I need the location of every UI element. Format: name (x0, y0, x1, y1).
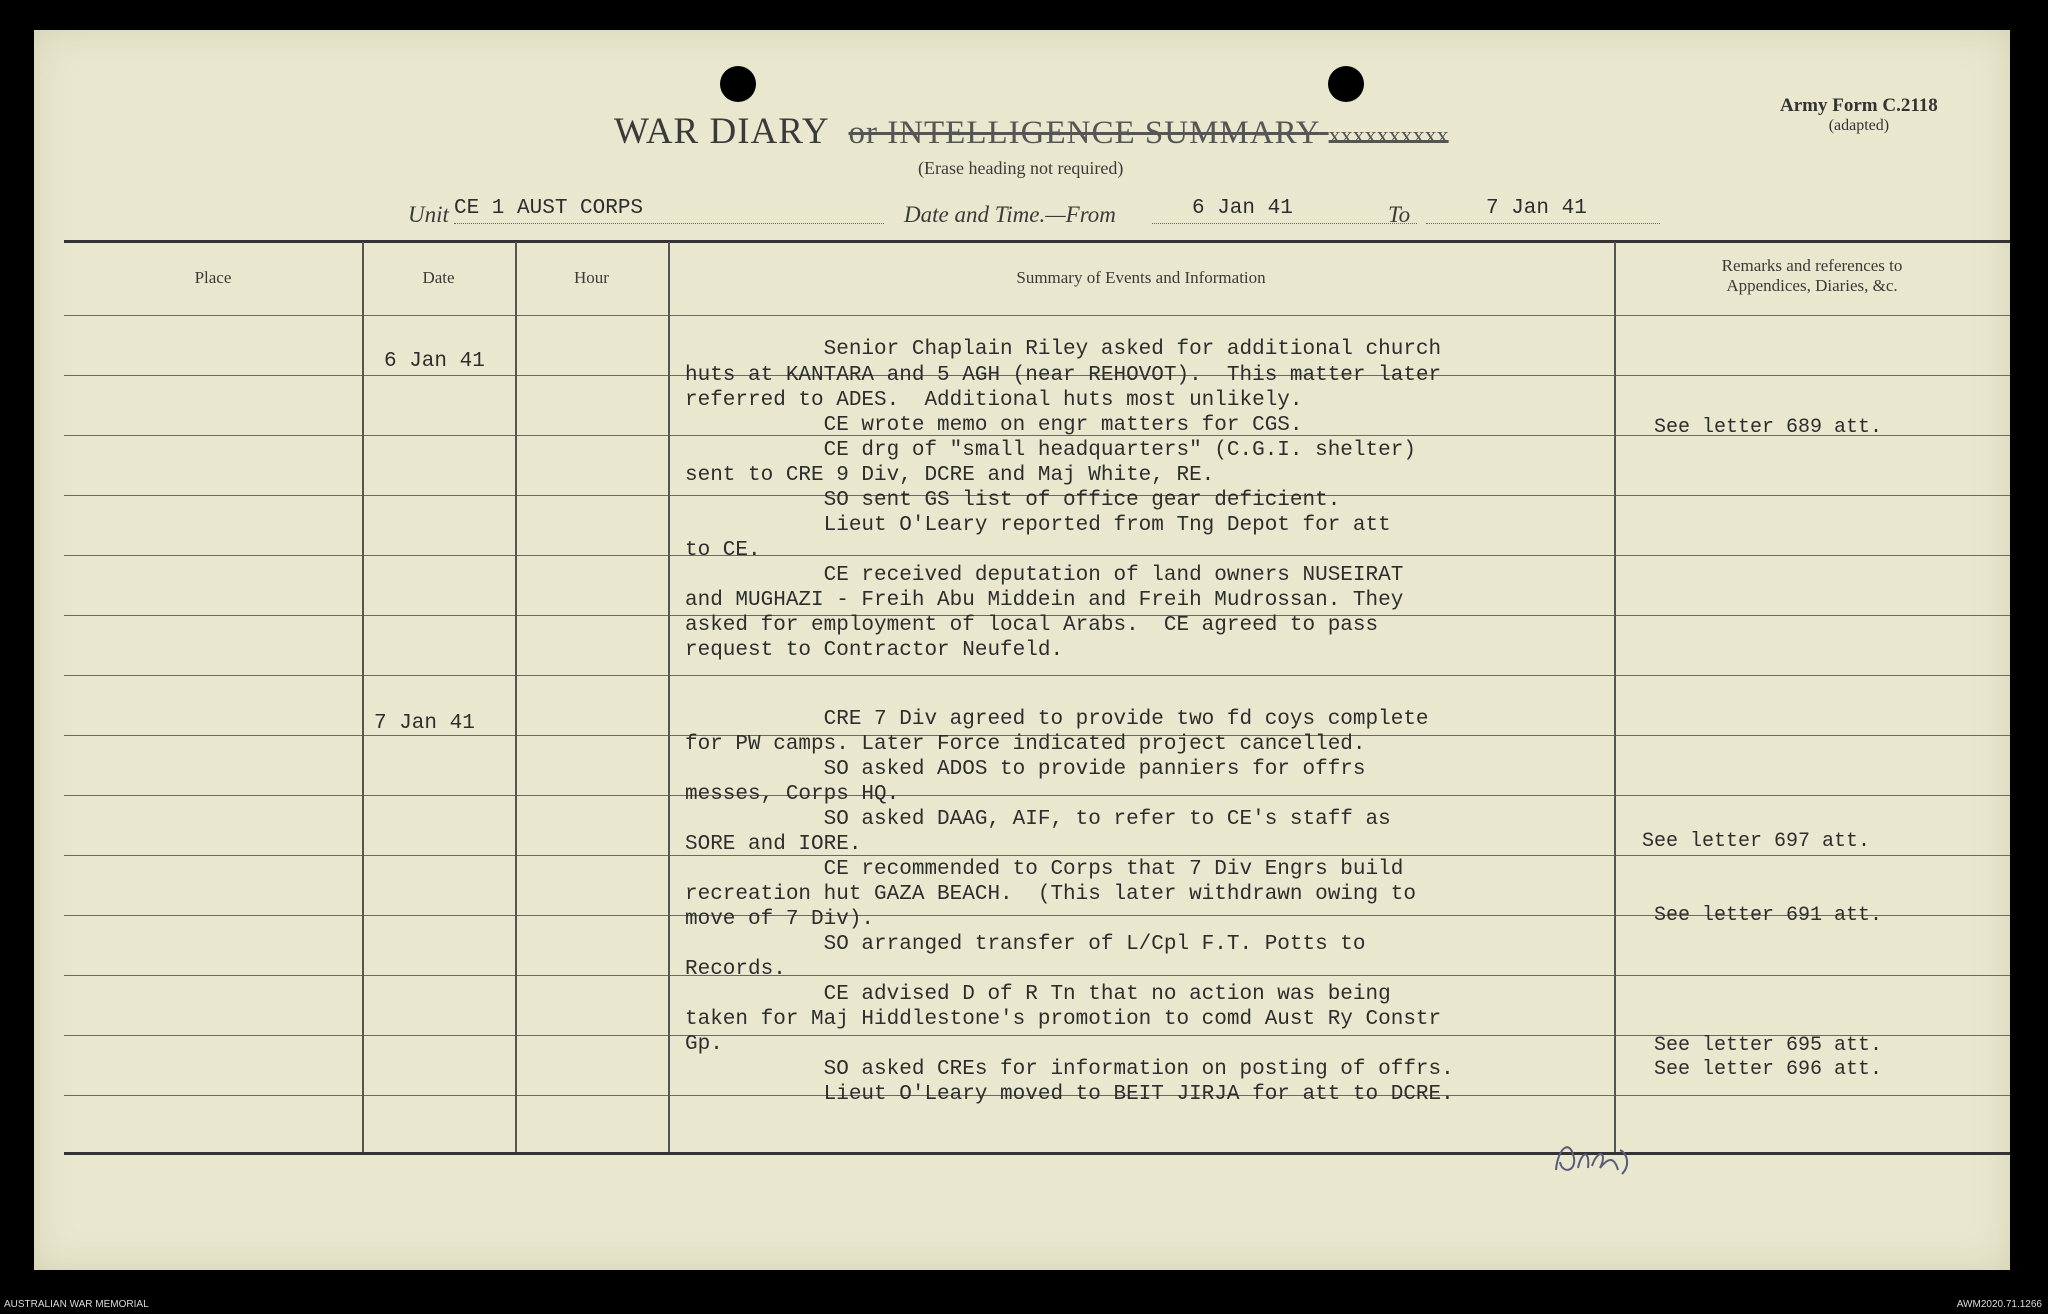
summary-line: Lieut O'Leary reported from Tng Depot for att (685, 514, 1391, 537)
footer-accession-number: AWM2020.71.1266 (1956, 1299, 2042, 1310)
rule-line (64, 855, 2010, 856)
summary-line: CE advised D of R Tn that no action was being (685, 983, 1391, 1006)
col-head-remarks-line1: Remarks and references to (1721, 256, 1903, 275)
summary-line: Gp. (685, 1033, 723, 1056)
rule-line (64, 675, 2010, 676)
summary-line: to CE. (685, 539, 761, 562)
from-value: 6 Jan 41 (1152, 197, 1417, 224)
army-form-number: Army Form C.2118 (1780, 95, 1938, 116)
handwritten-initials-icon (1548, 1128, 1638, 1178)
remark-reference: See letter 689 att. (1654, 416, 1883, 439)
entry-date: 6 Jan 41 (384, 350, 485, 373)
title-main: WAR DIARY (614, 111, 829, 152)
col-divider-place (362, 242, 364, 1152)
summary-line: CRE 7 Div agreed to provide two fd coys complete (685, 708, 1429, 731)
summary-line: SO asked CREs for information on posting of offrs. (685, 1058, 1454, 1081)
title-struck (848, 115, 1448, 151)
table-top-border (64, 240, 2010, 243)
army-form-label (1780, 96, 1938, 136)
summary-line: move of 7 Div). (685, 908, 875, 931)
summary-line: SO asked DAAG, AIF, to refer to CE's staff as (685, 808, 1391, 831)
punch-hole-left (720, 66, 756, 102)
erase-note: (Erase heading not required) (918, 158, 1124, 178)
remark-reference: See letter 696 att. (1654, 1058, 1883, 1081)
summary-line: huts at KANTARA and 5 AGH (near REHOVOT). This matter later (685, 364, 1442, 387)
rule-line (64, 975, 2010, 976)
entry-date: 7 Jan 41 (374, 712, 475, 735)
summary-line: SO sent GS list of office gear deficient. (685, 489, 1341, 512)
col-head-summary: Summary of Events and Information (1016, 268, 1266, 287)
col-divider-date (515, 242, 517, 1152)
title-struck-xs: xxxxxxxxxx (1328, 123, 1449, 149)
summary-line: asked for employment of local Arabs. CE agreed to pass (685, 614, 1379, 637)
summary-line: recreation hut GAZA BEACH. (This later withdrawn owing to (685, 883, 1416, 906)
summary-line: referred to ADES. Additional huts most unlikely. (685, 389, 1303, 412)
summary-line: SO arranged transfer of L/Cpl F.T. Potts to (685, 933, 1366, 956)
summary-line: Records. (685, 958, 786, 981)
summary-line: for PW camps. Later Force indicated project cancelled. (685, 733, 1366, 756)
col-head-date: Date (422, 268, 455, 287)
army-form-sub: (adapted) (1828, 117, 1890, 134)
punch-hole-right (1328, 66, 1364, 102)
unit-label: Unit (408, 202, 449, 227)
header-divider (64, 315, 2010, 316)
summary-line: CE recommended to Corps that 7 Div Engrs build (685, 858, 1404, 881)
summary-line: CE received deputation of land owners NUSEIRAT (685, 564, 1404, 587)
remark-reference: See letter 691 att. (1654, 904, 1883, 927)
title-struck-text: or INTELLIGENCE SUMMARY (848, 115, 1320, 151)
unit-value: CE 1 AUST CORPS (454, 197, 884, 224)
summary-line: SO asked ADOS to provide panniers for offrs (685, 758, 1366, 781)
form-title (614, 110, 1449, 153)
summary-line: request to Contractor Neufeld. (685, 639, 1064, 662)
summary-line: messes, Corps HQ. (685, 783, 900, 806)
to-label: To (1388, 202, 1411, 227)
table-bottom-border (64, 1152, 2010, 1155)
col-divider-hour (668, 242, 670, 1152)
rule-line (64, 795, 2010, 796)
col-head-remarks-line2: Appendices, Diaries, &c. (1726, 276, 1898, 295)
remark-reference: See letter 697 att. (1642, 830, 1871, 853)
footer-institution: AUSTRALIAN WAR MEMORIAL (4, 1299, 149, 1310)
diary-page (34, 30, 2010, 1270)
summary-line: sent to CRE 9 Div, DCRE and Maj White, RE. (685, 464, 1215, 487)
date-time-label: Date and Time.—From (904, 202, 1116, 227)
col-head-place: Place (194, 268, 232, 287)
col-head-hour: Hour (574, 268, 609, 287)
summary-line: taken for Maj Hiddlestone's promotion to comd Aust Ry Constr (685, 1008, 1442, 1031)
summary-line: Lieut O'Leary moved to BEIT JIRJA for att to DCRE. (685, 1083, 1454, 1106)
col-divider-summary (1614, 242, 1616, 1152)
summary-line: CE drg of "small headquarters" (C.G.I. shelter) (685, 439, 1416, 462)
to-value: 7 Jan 41 (1426, 197, 1660, 224)
summary-line: Senior Chaplain Riley asked for additional church (685, 338, 1442, 361)
rule-line (64, 555, 2010, 556)
remark-reference: See letter 695 att. (1654, 1034, 1883, 1057)
summary-line: SORE and IORE. (685, 833, 862, 856)
summary-line: and MUGHAZI - Freih Abu Middein and Freih Mudrossan. They (685, 589, 1404, 612)
summary-line: CE wrote memo on engr matters for CGS. (685, 414, 1303, 437)
col-head-remarks (1614, 256, 2010, 296)
